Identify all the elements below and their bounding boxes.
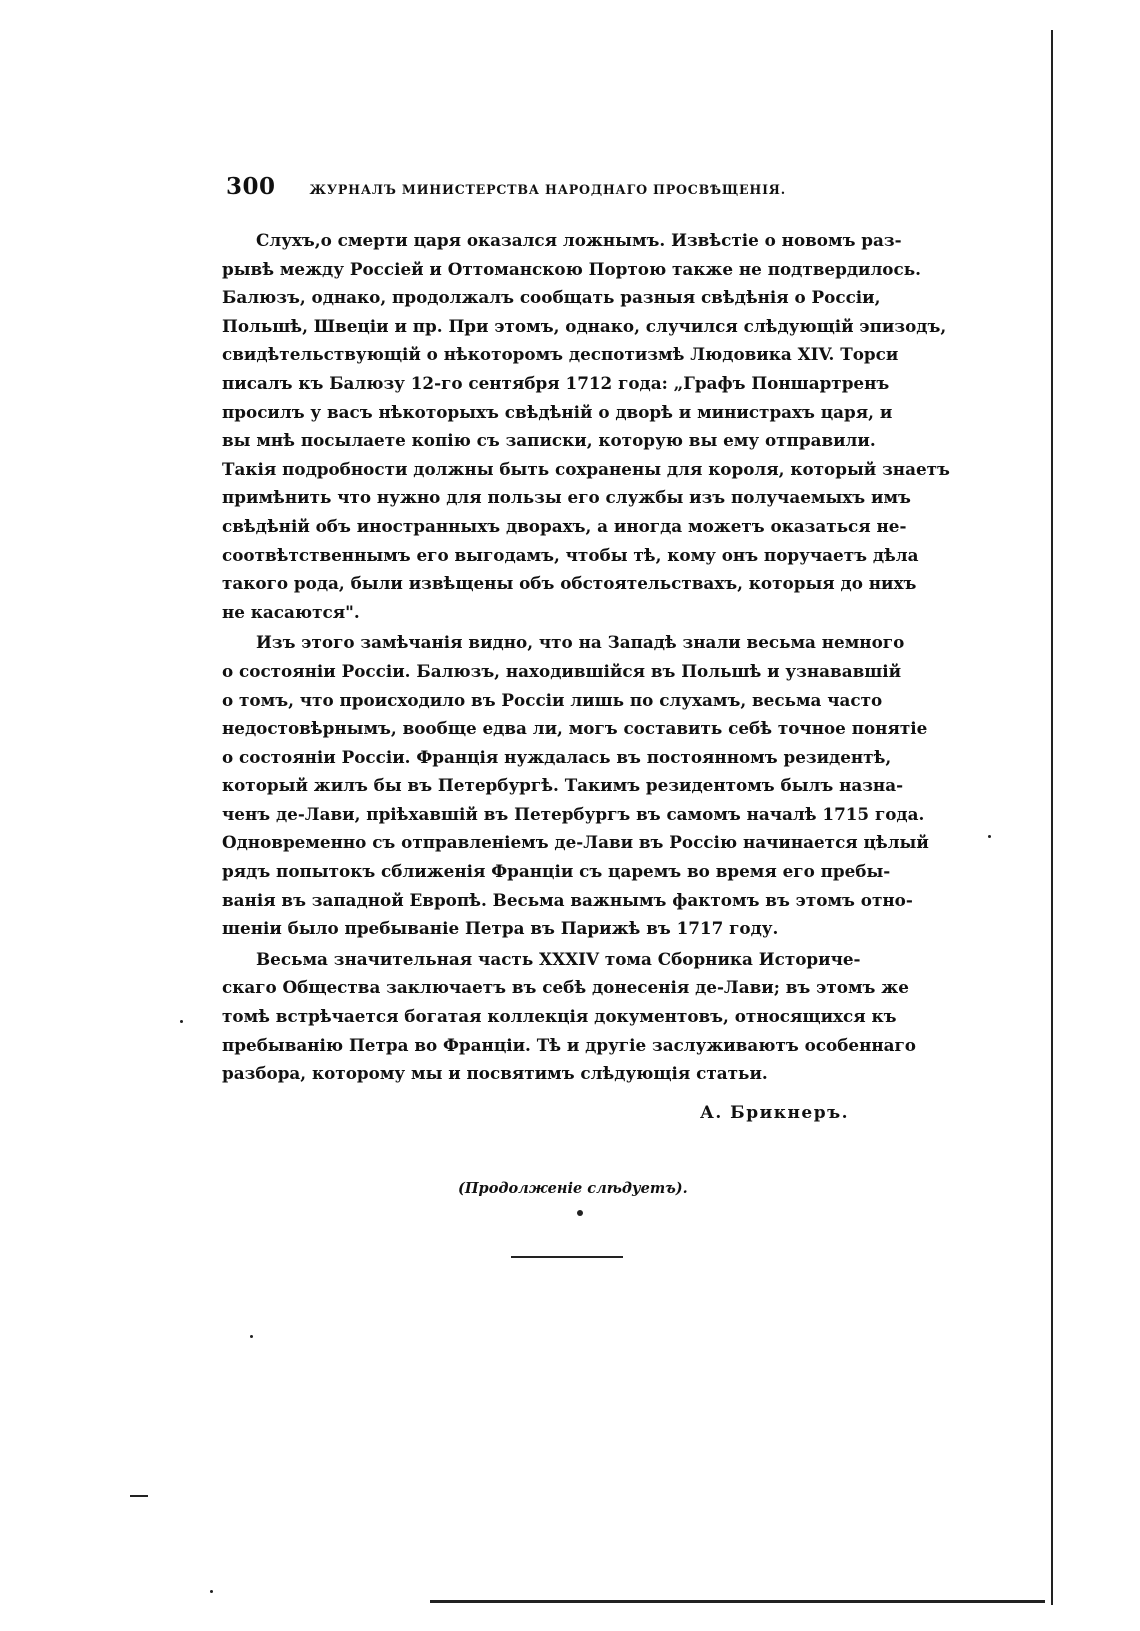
ornament-dot	[577, 1210, 583, 1216]
text-line: свѣдѣній объ иностранныхъ дворахъ, а иногда можетъ оказаться не-	[222, 515, 907, 536]
text-line: Польшѣ, Швеціи и пр. При этомъ, однако, случился слѣдующій эпизодъ,	[222, 315, 947, 336]
text-line: писалъ къ Балюзу 12-го сентября 1712 года: „Графъ Поншартренъ	[222, 372, 890, 393]
page-edge-rule	[1051, 30, 1053, 1605]
text-line: ванія въ западной Европѣ. Весьма важнымъ фактомъ въ этомъ отно-	[222, 889, 913, 910]
running-title: ЖУРНАЛЪ МИНИСТЕРСТВА НАРОДНАГО ПРОСВѢЩЕНІЯ.	[309, 182, 786, 197]
text-line: скаго Общества заключаетъ въ себѣ донесенія де-Лави; въ этомъ же	[222, 977, 909, 998]
page-header	[226, 173, 894, 203]
text-line: Такія подробности должны быть сохранены для короля, который знаетъ	[222, 458, 950, 479]
body-text	[222, 226, 963, 1090]
end-rule	[511, 1256, 623, 1258]
paragraph-2	[222, 628, 963, 943]
margin-speck	[210, 1590, 213, 1593]
text-line: Слухъ,о смерти царя оказался ложнымъ. Извѣстіе о новомъ раз-	[256, 230, 902, 250]
text-line: просилъ у васъ нѣкоторыхъ свѣдѣній о дворѣ и министрахъ царя, и	[222, 401, 893, 422]
text-line: шеніи было пребываніе Петра въ Парижѣ въ 1717 году.	[222, 918, 779, 939]
text-line: Изъ этого замѣчанія видно, что на Западѣ знали весьма немного	[256, 632, 905, 653]
text-line: пребыванію Петра во Франціи. Тѣ и другіе заслуживаютъ особеннаго	[222, 1034, 916, 1055]
text-line: Одновременно съ отправленіемъ де-Лави въ Россію начинается цѣлый	[222, 832, 929, 853]
page-number: 300	[226, 173, 276, 200]
text-line: Весьма значительная часть XXXIV тома Сборника Историче-	[256, 948, 861, 969]
paragraph-1	[222, 226, 963, 626]
text-line: разбора, которому мы и посвятимъ слѣдующія статьи.	[222, 1063, 768, 1084]
text-line: свидѣтельствующій о нѣкоторомъ деспотизмѣ Людовика XIV. Торси	[222, 344, 899, 365]
text-line: не касаются".	[222, 601, 360, 622]
text-line: о состояніи Россіи. Балюзъ, находившійся въ Польшѣ и узнававшій	[222, 660, 902, 681]
text-line: томѣ встрѣчается богатая коллекція документовъ, относящихся къ	[222, 1006, 897, 1027]
text-line: который жилъ бы въ Петербургѣ. Такимъ резидентомъ былъ назна-	[222, 775, 904, 796]
author-signature: А. Брикнеръ.	[700, 1103, 850, 1123]
margin-speck	[180, 1020, 183, 1023]
text-line: недостовѣрнымъ, вообще едва ли, могъ составить себѣ точное понятіе	[222, 718, 928, 739]
text-line: примѣнить что нужно для пользы его службы изъ получаемыхъ имъ	[222, 487, 911, 508]
paragraph-3	[222, 945, 963, 1088]
text-line: о состояніи Россіи. Франція нуждалась въ постоянномъ резидентѣ,	[222, 746, 892, 767]
margin-mark	[130, 1495, 148, 1497]
text-line: рывѣ между Россіей и Оттоманскою Портою также не подтвердилось.	[222, 258, 921, 279]
margin-speck	[250, 1335, 253, 1338]
text-line: рядъ попытокъ сближенія Франціи съ царемъ во время его пребы-	[222, 861, 891, 882]
text-line: соотвѣтственнымъ его выгодамъ, чтобы тѣ, кому онъ поручаетъ дѣла	[222, 544, 919, 565]
text-line: о томъ, что происходило въ Россіи лишь по слухамъ, весьма часто	[222, 689, 883, 710]
continuation-note: (Продолженіе слѣдуетъ).	[458, 1180, 688, 1197]
text-line: ченъ де-Лави, пріѣхавшій въ Петербургъ въ самомъ началѣ 1715 года.	[222, 803, 925, 824]
page-bottom-rule	[430, 1600, 1045, 1603]
text-line: такого рода, были извѣщены объ обстоятельствахъ, которыя до нихъ	[222, 573, 917, 594]
margin-speck	[988, 835, 991, 838]
text-line: Балюзъ, однако, продолжалъ сообщать разныя свѣдѣнія о Россіи,	[222, 287, 881, 308]
text-line: вы мнѣ посылаете копію съ записки, которую вы ему отправили.	[222, 430, 876, 451]
